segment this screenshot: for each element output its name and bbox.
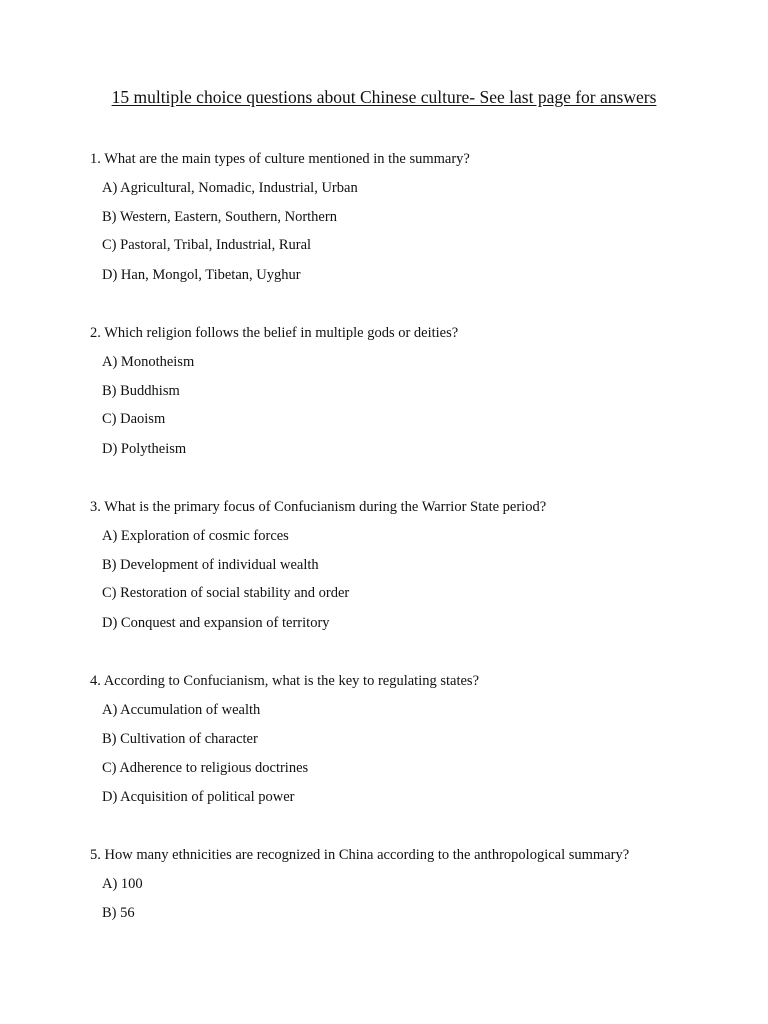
question-5-text: 5. How many ethnicities are recognized in China according to the anthropological summary?: [90, 847, 630, 863]
question-2-text: 2. Which religion follows the belief in multiple gods or deities?: [90, 325, 459, 341]
question-2-option-d: D) Polytheism: [102, 441, 187, 457]
question-1-option-d: D) Han, Mongol, Tibetan, Uyghur: [102, 267, 301, 283]
question-1-text: 1. What are the main types of culture mentioned in the summary?: [90, 151, 470, 167]
question-4-option-c: C) Adherence to religious doctrines: [102, 760, 309, 776]
question-1-option-b: B) Western, Eastern, Southern, Northern: [102, 209, 337, 225]
question-5-option-b: B) 56: [102, 905, 135, 921]
question-2-option-a: A) Monotheism: [102, 354, 195, 370]
question-4-option-a: A) Accumulation of wealth: [102, 702, 261, 718]
question-3-option-d: D) Conquest and expansion of territory: [102, 615, 330, 631]
document-title: 15 multiple choice questions about Chinese culture- See last page for answers: [111, 87, 657, 107]
question-1-option-c: C) Pastoral, Tribal, Industrial, Rural: [102, 237, 312, 253]
question-3-text: 3. What is the primary focus of Confucianism during the Warrior State period?: [90, 499, 547, 515]
question-3-option-a: A) Exploration of cosmic forces: [102, 528, 289, 544]
question-4-option-d: D) Acquisition of political power: [102, 789, 295, 805]
question-3-option-c: C) Restoration of social stability and order: [102, 585, 350, 601]
question-4-option-b: B) Cultivation of character: [102, 731, 258, 747]
question-4-text: 4. According to Confucianism, what is the key to regulating states?: [90, 673, 480, 689]
question-2-option-c: C) Daoism: [102, 411, 166, 427]
question-1-option-a: A) Agricultural, Nomadic, Industrial, Urban: [102, 180, 358, 196]
question-2-option-b: B) Buddhism: [102, 383, 180, 399]
question-5-option-a: A) 100: [102, 876, 143, 892]
question-3-option-b: B) Development of individual wealth: [102, 557, 319, 573]
